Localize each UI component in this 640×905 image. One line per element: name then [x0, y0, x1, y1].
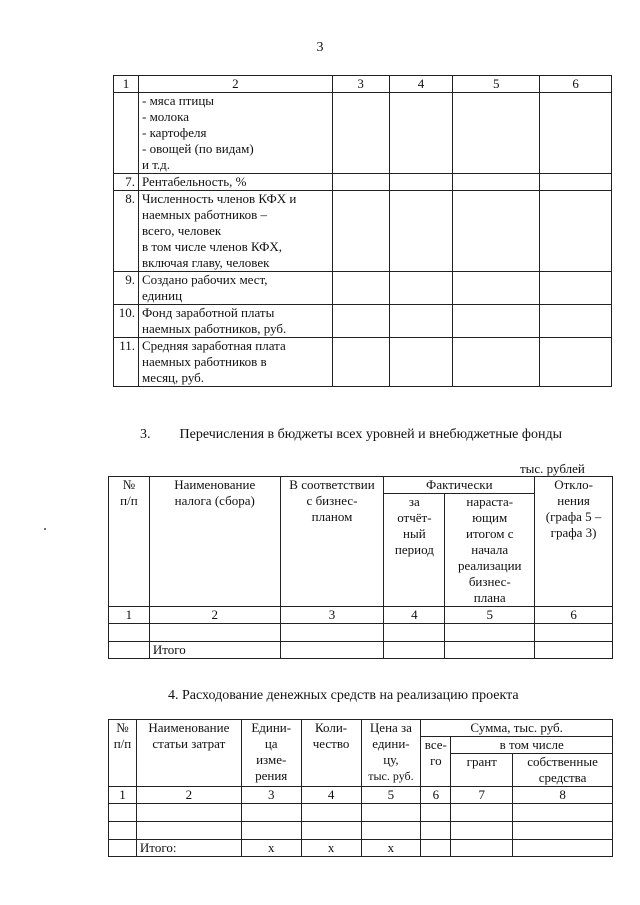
header-total-all: все- го — [421, 737, 451, 787]
table-row — [114, 272, 612, 305]
stray-dot — [44, 528, 46, 530]
header-num: № п/п — [109, 477, 150, 607]
section-4-title: 4. Расходование денежных средств на реализацию проекта — [168, 688, 519, 703]
header-cell: 5 — [453, 76, 540, 93]
header-fact: Фактически — [384, 477, 535, 494]
row-label: Создано рабочих мест, единиц — [138, 272, 332, 305]
index-row: 1 2 3 4 5 6 7 8 — [109, 787, 613, 804]
expenses-table — [108, 719, 613, 857]
row-number: 10. — [114, 305, 139, 338]
header-cell: 6 — [540, 76, 612, 93]
total-row — [109, 840, 613, 857]
table-row — [114, 305, 612, 338]
indicators-table — [113, 75, 612, 387]
header-grant: грант — [451, 754, 513, 787]
header-cell: 4 — [389, 76, 453, 93]
header-deviation: Откло- нения (графа 5 – графа 3) — [535, 477, 613, 607]
row-label: Средняя заработная плата наемных работников в месяц, руб. — [138, 338, 332, 387]
header-fact-total: нараста- ющим итогом с начала реализации бизнес- плана — [445, 494, 535, 607]
table-header-row — [109, 720, 613, 737]
row-number — [114, 93, 139, 174]
row-number: 7. — [114, 174, 139, 191]
total-label: Итого — [149, 642, 280, 659]
row-label: Численность членов КФХ и наемных работников – всего, человек в том числе членов КФХ, включая главу, человек — [138, 191, 332, 272]
section-3-number: 3. — [140, 427, 151, 442]
row-label: Фонд заработной платы наемных работников, руб. — [138, 305, 332, 338]
page-number: 3 — [316, 40, 324, 55]
row-number: 8. — [114, 191, 139, 272]
table-row — [114, 338, 612, 387]
table-row — [114, 174, 612, 191]
header-num: № п/п — [109, 720, 137, 787]
header-expense-name: Наименование статьи затрат — [136, 720, 241, 787]
table-header-row — [114, 76, 612, 93]
budget-transfers-table — [108, 476, 613, 659]
row-number: 11. — [114, 338, 139, 387]
not-applicable-mark: х — [361, 840, 421, 857]
header-sum: Сумма, тыс. руб. — [421, 720, 613, 737]
header-fact-period: за отчёт- ный период — [384, 494, 445, 607]
table-row — [109, 804, 613, 822]
header-cell: 2 — [138, 76, 332, 93]
table-row — [114, 191, 612, 272]
header-plan: В соответствии с бизнес- планом — [280, 477, 384, 607]
not-applicable-mark: х — [301, 840, 361, 857]
table-header-row — [109, 477, 613, 494]
table-row — [114, 93, 612, 174]
header-cell: 1 — [114, 76, 139, 93]
row-number: 9. — [114, 272, 139, 305]
table-row — [109, 822, 613, 840]
section-3-unit: тыс. рублей — [520, 461, 585, 476]
header-unit: Едини- ца изме- рения — [241, 720, 301, 787]
header-tax-name: Наименование налога (сбора) — [149, 477, 280, 607]
total-label: Итого: — [136, 840, 241, 857]
header-price: Цена за едини- цу, тыс. руб. — [361, 720, 421, 787]
header-cell: 3 — [332, 76, 389, 93]
header-quantity: Коли- чество — [301, 720, 361, 787]
row-label: Рентабельность, % — [138, 174, 332, 191]
header-own-funds: собственные средства — [513, 754, 613, 787]
total-row — [109, 642, 613, 659]
header-including: в том числе — [451, 737, 613, 754]
index-row: 1 2 3 4 5 6 — [109, 607, 613, 624]
section-3-heading — [140, 427, 562, 443]
section-3-title: Перечисления в бюджеты всех уровней и внебюджетные фонды — [179, 427, 562, 442]
table-row — [109, 624, 613, 642]
not-applicable-mark: х — [241, 840, 301, 857]
row-label: - мяса птицы - молока - картофеля - овощей (по видам) и т.д. — [138, 93, 332, 174]
